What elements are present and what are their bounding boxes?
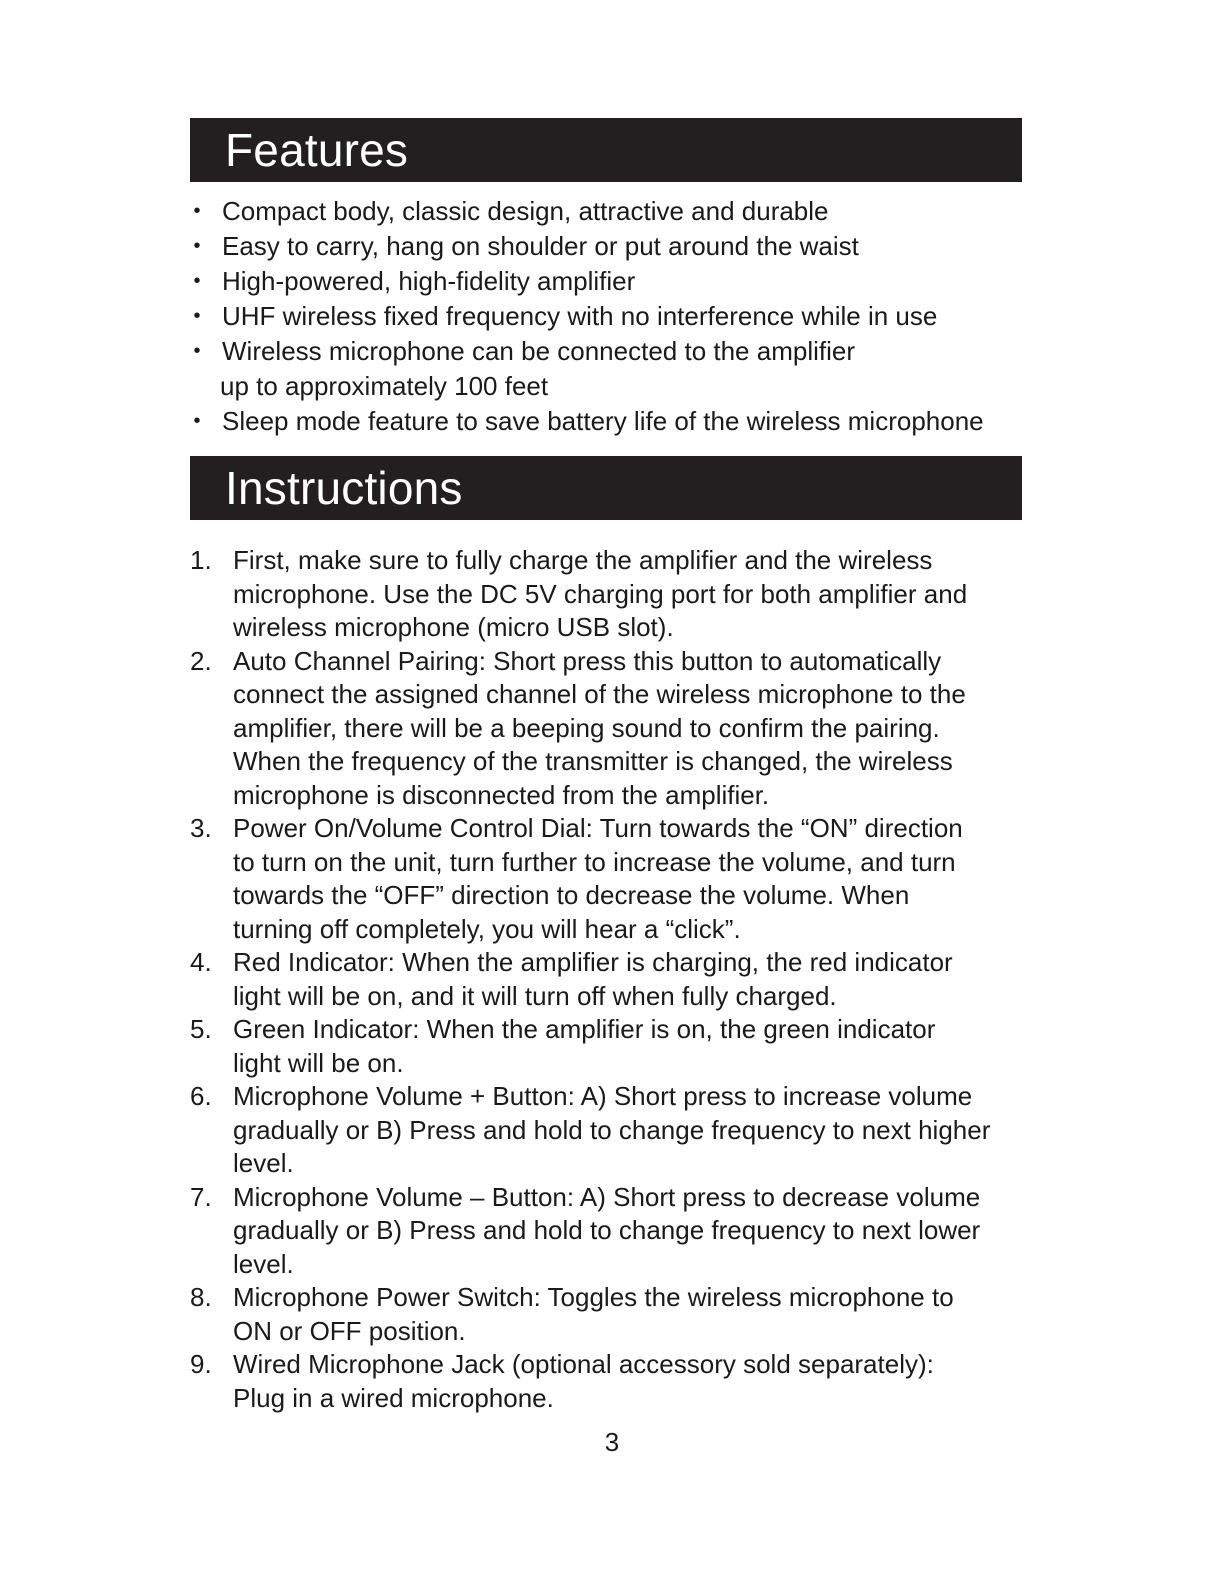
feature-item: [190, 334, 1022, 404]
bullet-icon: •: [193, 410, 201, 432]
instruction-text: level.: [233, 1148, 294, 1178]
instruction-text: light will be on, and it will turn off when fully charged.: [233, 980, 837, 1011]
instruction-number: 9.: [190, 1349, 212, 1379]
instruction-number: 5.: [190, 1014, 212, 1044]
instruction-text: level.: [233, 1248, 294, 1279]
instruction-number: 8.: [190, 1282, 212, 1312]
instruction-number: 7.: [190, 1181, 212, 1212]
instruction-number: 3.: [190, 813, 212, 843]
instructions-heading: Instructions: [190, 456, 1022, 520]
bullet-icon: •: [193, 235, 201, 257]
feature-text: up to approximately 100 feet: [220, 371, 549, 401]
feature-item: [190, 404, 1022, 439]
instruction-number: 1.: [190, 545, 212, 575]
instruction-item: [190, 1281, 1022, 1348]
instruction-text: Green Indicator: When the amplifier is on, the green indicator: [233, 1014, 936, 1044]
instruction-text: When the frequency of the transmitter is changed, the wireless: [233, 746, 953, 776]
page-number: 3: [604, 1427, 620, 1457]
instruction-item: [190, 1013, 1022, 1080]
instruction-text: turning off completely, you will hear a “click”.: [233, 913, 741, 944]
instruction-item: [190, 812, 1022, 946]
instruction-text: gradually or B) Press and hold to change frequency to next lower: [233, 1215, 981, 1245]
instruction-text: microphone is disconnected from the amplifier.: [233, 779, 770, 810]
instruction-text: Auto Channel Pairing: Short press this button to automatically: [233, 645, 942, 676]
feature-text: High-powered, high-fidelity amplifier: [222, 266, 636, 296]
instruction-text: Red Indicator: When the amplifier is charging, the red indicator: [233, 947, 953, 977]
instruction-text: ON or OFF position.: [233, 1315, 466, 1346]
feature-text: UHF wireless fixed frequency with no interference while in use: [222, 301, 938, 331]
features-heading: Features: [190, 118, 1022, 182]
instruction-text: light will be on.: [233, 1047, 404, 1078]
bullet-icon: •: [193, 305, 201, 327]
instruction-text: to turn on the unit, turn further to increase the volume, and turn: [233, 846, 956, 877]
feature-item: [190, 194, 1022, 229]
instruction-text: wireless microphone (micro USB slot).: [233, 612, 674, 642]
bullet-icon: •: [193, 340, 201, 362]
instruction-text: connect the assigned channel of the wireless microphone to the: [233, 679, 966, 709]
instruction-text: gradually or B) Press and hold to change frequency to next higher: [233, 1114, 991, 1145]
instruction-text: amplifier, there will be a beeping sound to confirm the pairing.: [233, 712, 940, 743]
feature-text: Compact body, classic design, attractive and durable: [222, 196, 829, 226]
instruction-item: [190, 1181, 1022, 1282]
feature-item: [190, 229, 1022, 264]
feature-text: Sleep mode feature to save battery life of the wireless microphone: [222, 406, 984, 436]
instruction-text: Microphone Volume – Button: A) Short press to decrease volume: [233, 1181, 981, 1212]
instruction-item: [190, 544, 1022, 645]
instruction-text: Plug in a wired microphone.: [233, 1382, 554, 1413]
instruction-text: microphone. Use the DC 5V charging port for both amplifier and: [233, 578, 968, 609]
instruction-number: 6.: [190, 1081, 212, 1111]
instruction-text: Microphone Volume + Button: A) Short press to increase volume: [233, 1081, 973, 1111]
instruction-text: First, make sure to fully charge the amplifier and the wireless: [233, 545, 933, 575]
instruction-number: 4.: [190, 947, 212, 977]
instruction-number: 2.: [190, 645, 212, 676]
instruction-item: [190, 1348, 1022, 1415]
instruction-text: Power On/Volume Control Dial: Turn towards the “ON” direction: [233, 813, 963, 843]
features-list: [190, 182, 1022, 439]
feature-item: [190, 299, 1022, 334]
instruction-item: [190, 645, 1022, 813]
bullet-icon: •: [193, 200, 201, 222]
instruction-item: [190, 1080, 1022, 1181]
bullet-icon: •: [193, 270, 201, 292]
instruction-text: towards the “OFF” direction to decrease the volume. When: [233, 880, 910, 910]
feature-item: [190, 264, 1022, 299]
instruction-item: [190, 946, 1022, 1013]
manual-page: [190, 118, 1022, 1415]
feature-text: Easy to carry, hang on shoulder or put around the waist: [222, 231, 859, 261]
instruction-text: Wired Microphone Jack (optional accessory sold separately):: [233, 1349, 934, 1379]
instruction-text: Microphone Power Switch: Toggles the wireless microphone to: [233, 1282, 954, 1312]
feature-text: Wireless microphone can be connected to the amplifier: [222, 336, 855, 366]
instructions-list: [190, 520, 1022, 1415]
